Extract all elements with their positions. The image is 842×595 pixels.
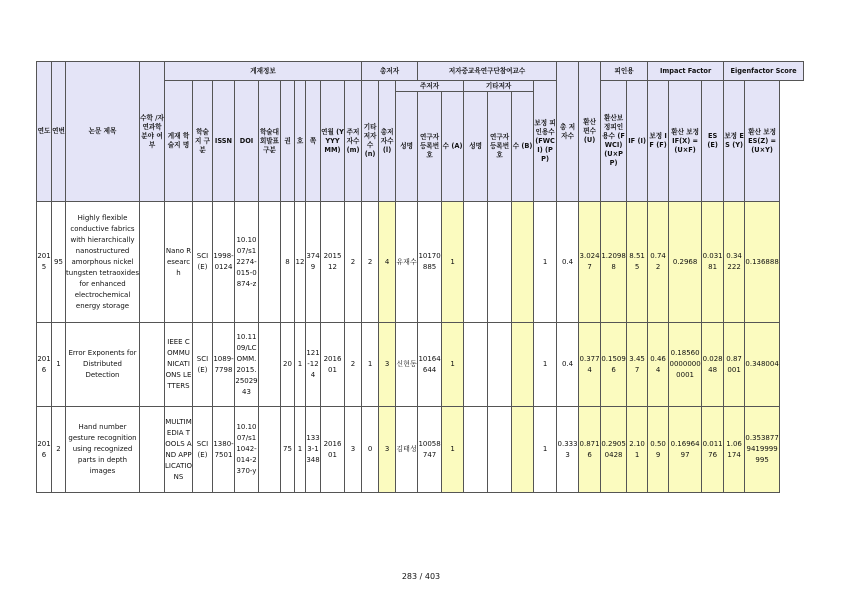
cell-other-name bbox=[464, 202, 488, 323]
cell-main: 2 bbox=[345, 323, 362, 407]
cell-issn: 1380-7501 bbox=[213, 407, 235, 493]
cell-fwci: 3.0247 bbox=[579, 202, 601, 323]
cell-volume: 8 bbox=[281, 202, 295, 323]
cell-issue: 1 bbox=[295, 407, 306, 493]
cell-count-b bbox=[512, 323, 534, 407]
page-number: 283 / 403 bbox=[401, 572, 441, 581]
header-other-author-group: 기타저자 bbox=[464, 81, 534, 92]
cell-doi: 10.1007/s12274-015-0874-z bbox=[235, 202, 259, 323]
header-if-group: Impact Factor bbox=[648, 62, 724, 81]
cell-main: 2 bbox=[345, 202, 362, 323]
cell-year: 2016 bbox=[37, 323, 52, 407]
cell-es: 0.03181 bbox=[702, 202, 724, 323]
cell-converted-fwci: 0.29050428 bbox=[601, 407, 627, 493]
cell-serial: 2 bbox=[52, 407, 66, 493]
header-pages: 쪽 bbox=[306, 81, 321, 202]
header-es: ES (E) bbox=[702, 81, 724, 202]
cell-if: 3.457 bbox=[627, 323, 648, 407]
cell-main-name: 유재수 bbox=[396, 202, 418, 323]
header-main-authors: 주저자수 (m) bbox=[345, 81, 362, 202]
cell-main-id: 10170885 bbox=[418, 202, 442, 323]
header-corrected-if: 보정 IF (F) bbox=[648, 81, 669, 202]
cell-issn: 1089-7798 bbox=[213, 323, 235, 407]
cell-corrected-es: 0.87001 bbox=[724, 323, 745, 407]
header-total-authors-group: 총저자 bbox=[362, 62, 418, 81]
cell-main-name: 김태성 bbox=[396, 407, 418, 493]
cell-converted-es: 0.348004 bbox=[745, 323, 780, 407]
cell-issue: 12 bbox=[295, 202, 306, 323]
cell-impact-class bbox=[259, 202, 281, 323]
header-es-group: Eigenfactor Score bbox=[724, 62, 804, 81]
cell-doi: 10.1109/LCOMM.2015.2502943 bbox=[235, 323, 259, 407]
header-volume: 권 bbox=[281, 81, 295, 202]
performance-table bbox=[36, 61, 804, 493]
header-main-author-group: 주저자 bbox=[396, 81, 464, 92]
table-row bbox=[37, 202, 804, 323]
cell-main-id: 10164644 bbox=[418, 323, 442, 407]
header-date: 연월 (YYYY MM) bbox=[321, 81, 345, 202]
cell-pages: 121-124 bbox=[306, 323, 321, 407]
cell-corrected-es: 1.06174 bbox=[724, 407, 745, 493]
cell-es: 0.01176 bbox=[702, 407, 724, 493]
cell-math bbox=[140, 407, 165, 493]
header-issue: 호 bbox=[295, 81, 306, 202]
cell-total: 3 bbox=[379, 323, 396, 407]
header-journal-class: 학술지 구분 bbox=[193, 81, 213, 202]
cell-journal: IEEE COMMUNICATIONS LETTERS bbox=[165, 323, 193, 407]
header-citation-group: 피인용 bbox=[601, 62, 648, 81]
cell-converted-if: 0.2968 bbox=[669, 202, 702, 323]
cell-total: 4 bbox=[379, 202, 396, 323]
header-converted-if: 환산 보정 IF(X) = (U×F) bbox=[669, 81, 702, 202]
header-fwci: 보정 피인용수 (FWCI) (PP) bbox=[534, 81, 557, 202]
cell-other: 1 bbox=[362, 323, 379, 407]
cell-math bbox=[140, 202, 165, 323]
header-total-authors: 총저자수 (l) bbox=[379, 81, 396, 202]
header-other-authors: 기타저자수 (n) bbox=[362, 81, 379, 202]
header-math-flag: 수학 /자연과학 분야 여부 bbox=[140, 62, 165, 202]
cell-converted: 0.4 bbox=[557, 323, 579, 407]
cell-total-faculty: 1 bbox=[534, 323, 557, 407]
cell-corrected-if: 0.509 bbox=[648, 407, 669, 493]
cell-pages: 3749 bbox=[306, 202, 321, 323]
table-row bbox=[37, 407, 804, 493]
cell-corrected-es: 0.34222 bbox=[724, 202, 745, 323]
cell-other-id bbox=[488, 202, 512, 323]
cell-doi: 10.1007/s11042-014-2370-y bbox=[235, 407, 259, 493]
cell-journal-class: SCI(E) bbox=[193, 323, 213, 407]
header-year: 연도 bbox=[37, 62, 52, 202]
cell-fwci: 0.3774 bbox=[579, 323, 601, 407]
cell-volume: 20 bbox=[281, 323, 295, 407]
cell-converted-fwci: 1.20988 bbox=[601, 202, 627, 323]
cell-count-b bbox=[512, 202, 534, 323]
cell-total: 3 bbox=[379, 407, 396, 493]
cell-volume: 75 bbox=[281, 407, 295, 493]
cell-corrected-if: 0.464 bbox=[648, 323, 669, 407]
cell-issn: 1998-0124 bbox=[213, 202, 235, 323]
table-row bbox=[37, 323, 804, 407]
header-converted-count: 환산 편수 (U) bbox=[579, 62, 601, 202]
header-impact-class: 학술대회발표 구분 bbox=[259, 81, 281, 202]
cell-other-name bbox=[464, 407, 488, 493]
cell-converted: 0.3333 bbox=[557, 407, 579, 493]
cell-title: Error Exponents for Distributed Detection bbox=[66, 323, 140, 407]
cell-other: 0 bbox=[362, 407, 379, 493]
cell-if: 8.515 bbox=[627, 202, 648, 323]
cell-issue: 1 bbox=[295, 323, 306, 407]
header-converted-es: 환산 보정 ES(Z) =(U×Y) bbox=[745, 81, 780, 202]
cell-main-id: 10058747 bbox=[418, 407, 442, 493]
cell-main: 3 bbox=[345, 407, 362, 493]
header-converted-fwci: 환산보정피인용수 (FWCI) (U×PP) bbox=[601, 81, 627, 202]
cell-impact-class bbox=[259, 407, 281, 493]
header-publication-info: 게재정보 bbox=[165, 62, 362, 81]
header-if: IF (I) bbox=[627, 81, 648, 202]
cell-converted-es: 0.3538779419999995 bbox=[745, 407, 780, 493]
header-corrected-es: 보정 ES (Y) bbox=[724, 81, 745, 202]
cell-converted-if: 0.1696497 bbox=[669, 407, 702, 493]
header-faculty-group: 저자중교육연구단참여교수 bbox=[418, 62, 557, 81]
cell-total-faculty: 1 bbox=[534, 407, 557, 493]
header-total-author-count: 총 저자수 bbox=[557, 62, 579, 202]
header-serial: 연번 bbox=[52, 62, 66, 202]
cell-other-name bbox=[464, 323, 488, 407]
cell-pages: 1333-1348 bbox=[306, 407, 321, 493]
cell-total-faculty: 1 bbox=[534, 202, 557, 323]
header-issn: ISSN bbox=[213, 81, 235, 202]
cell-journal: Nano Research bbox=[165, 202, 193, 323]
cell-if: 2.101 bbox=[627, 407, 648, 493]
header-doi: DOI bbox=[235, 81, 259, 202]
header-journal: 게재 학술지 명 bbox=[165, 81, 193, 202]
cell-title: Hand number gesture recognition using recognized parts in depth images bbox=[66, 407, 140, 493]
cell-impact-class bbox=[259, 323, 281, 407]
cell-other: 2 bbox=[362, 202, 379, 323]
cell-count-a: 1 bbox=[442, 323, 464, 407]
cell-corrected-if: 0.742 bbox=[648, 202, 669, 323]
cell-year: 2015 bbox=[37, 202, 52, 323]
header-paper-title: 논문 제목 bbox=[66, 62, 140, 202]
header-main-name: 성명 bbox=[396, 92, 418, 202]
cell-year: 2016 bbox=[37, 407, 52, 493]
cell-math bbox=[140, 323, 165, 407]
header-count-b: 수 (B) bbox=[512, 92, 534, 202]
cell-title: Highly flexible conductive fabrics with hierarchically nanostructured amorphous nickel tungsten tetraoxides for enhanced electrochemical energy storage bbox=[66, 202, 140, 323]
header-other-name: 성명 bbox=[464, 92, 488, 202]
cell-serial: 1 bbox=[52, 323, 66, 407]
cell-serial: 95 bbox=[52, 202, 66, 323]
header-main-researcher-id: 연구자 등록번호 bbox=[418, 92, 442, 202]
cell-es: 0.02848 bbox=[702, 323, 724, 407]
cell-journal-class: SCI(E) bbox=[193, 407, 213, 493]
cell-count-b bbox=[512, 407, 534, 493]
cell-date: 2016 01 bbox=[321, 407, 345, 493]
cell-converted-fwci: 0.15096 bbox=[601, 323, 627, 407]
cell-other-id bbox=[488, 323, 512, 407]
cell-count-a: 1 bbox=[442, 202, 464, 323]
cell-other-id bbox=[488, 407, 512, 493]
header-count-a: 수 (A) bbox=[442, 92, 464, 202]
cell-date: 2015 12 bbox=[321, 202, 345, 323]
cell-converted-if: 0.1856000000000001 bbox=[669, 323, 702, 407]
cell-converted-es: 0.136888 bbox=[745, 202, 780, 323]
cell-count-a: 1 bbox=[442, 407, 464, 493]
cell-date: 2016 01 bbox=[321, 323, 345, 407]
cell-journal: MULTIMEDIA TOOLS AND APPLICATIONS bbox=[165, 407, 193, 493]
cell-fwci: 0.8716 bbox=[579, 407, 601, 493]
header-other-researcher-id: 연구자 등록번호 bbox=[488, 92, 512, 202]
cell-main-name: 신현동 bbox=[396, 323, 418, 407]
cell-journal-class: SCI(E) bbox=[193, 202, 213, 323]
cell-converted: 0.4 bbox=[557, 202, 579, 323]
